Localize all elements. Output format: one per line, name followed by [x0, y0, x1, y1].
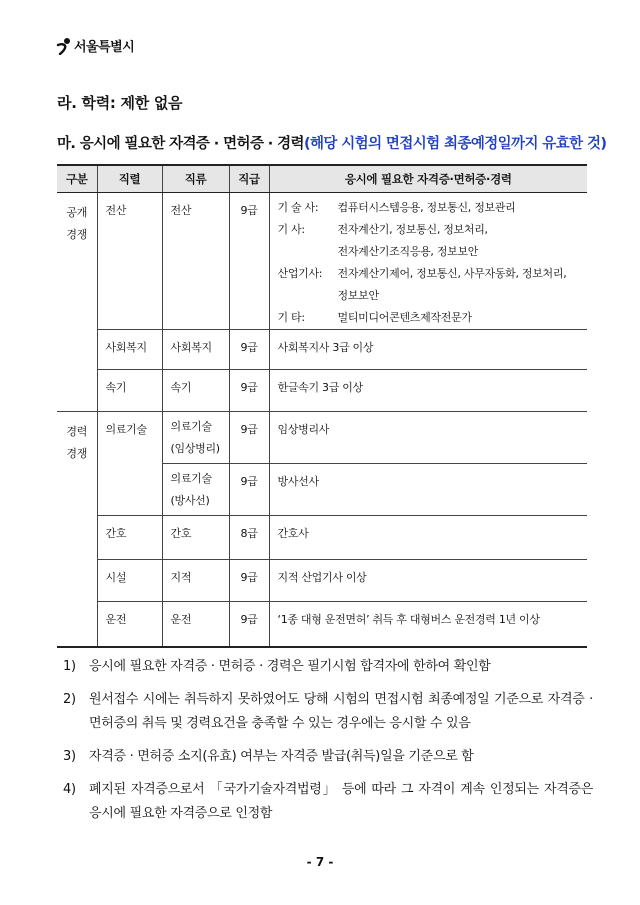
note-item: 3) 자격증 · 면허증 소지(유효) 여부는 자격증 발급(취득)일을 기준으로 함	[63, 749, 474, 764]
cert-line: 정보보안	[337, 289, 379, 302]
cell-grade: 9급	[229, 412, 269, 464]
cell-class: 의료기술 (임상병리)	[162, 412, 229, 464]
th-category: 구분	[57, 165, 97, 193]
cell-grade: 9급	[229, 602, 269, 647]
th-series: 직렬	[97, 165, 162, 193]
requirements-table	[57, 164, 587, 648]
page-number: - 7 -	[306, 855, 334, 869]
cell-series: 시설	[97, 560, 162, 602]
cell-requirement: 사회복지사 3급 이상	[269, 330, 587, 370]
notes-list	[63, 655, 593, 835]
section-ma-note: (해당 시험의 면접시험 최종예정일까지 유효한 것)	[303, 136, 607, 152]
cell-requirement: 간호사	[269, 516, 587, 560]
cell-requirement: 지적 산업기사 이상	[269, 560, 587, 602]
cell-series: 전산	[97, 193, 162, 330]
note-item: 4) 폐지된 자격증으로서 「국가기술자격법령」 등에 따라 그 자격이 계속 인정되는 자격증은 응시에 필요한 자격증으로 인정함	[63, 782, 593, 821]
th-class: 직류	[162, 165, 229, 193]
cell-requirement: 방사선사	[269, 464, 587, 516]
table-row	[57, 330, 587, 370]
table-row	[57, 412, 587, 464]
logo-text: 서울특별시	[74, 40, 135, 55]
table-row	[57, 602, 587, 647]
seoul-emblem-icon	[56, 37, 72, 55]
th-grade: 직급	[229, 165, 269, 193]
table-row	[57, 516, 587, 560]
cert-line: 기 사: 전자계산기, 정보통신, 정보처리,	[277, 223, 488, 236]
cell-grade: 9급	[229, 560, 269, 602]
cell-series: 의료기술	[97, 412, 162, 516]
cell-class: 속기	[162, 370, 229, 412]
cell-series: 사회복지	[97, 330, 162, 370]
table-row	[57, 560, 587, 602]
seoul-logo	[56, 36, 134, 55]
table-row	[57, 193, 587, 330]
cell-class: 사회복지	[162, 330, 229, 370]
group-public: 공개 경쟁	[57, 193, 97, 412]
cell-grade: 9급	[229, 370, 269, 412]
cert-line: 전자계산기조직응용, 정보보안	[337, 245, 479, 258]
th-requirement: 응시에 필요한 자격증·면허증·경력	[269, 165, 587, 193]
cell-grade: 9급	[229, 464, 269, 516]
group-career: 경력 경쟁	[57, 412, 97, 647]
cell-series: 간호	[97, 516, 162, 560]
cell-class: 전산	[162, 193, 229, 330]
cert-line: 산업기사: 전자계산기제어, 정보통신, 사무자동화, 정보처리,	[277, 267, 567, 280]
note-item: 2) 원서접수 시에는 취득하지 못하였어도 당해 시험의 면접시험 최종예정일 기준으로 자격증 · 면허증의 취득 및 경력요건을 충족할 수 있는 경우에는 응시할 수 있음	[63, 692, 593, 731]
cell-class: 간호	[162, 516, 229, 560]
cell-requirement: 임상병리사	[269, 412, 587, 464]
cell-requirement: 한글속기 3급 이상	[269, 370, 587, 412]
cert-line: 기 술 사: 컴퓨터시스템응용, 정보통신, 정보관리	[277, 201, 516, 214]
cell-class: 지적	[162, 560, 229, 602]
cert-line: 기 타: 멀티미디어콘텐츠제작전문가	[277, 311, 472, 324]
cell-requirement	[269, 193, 587, 330]
table-header-row	[57, 165, 587, 193]
cell-grade: 9급	[229, 330, 269, 370]
section-ma-title: 마. 응시에 필요한 자격증 · 면허증 · 경력	[57, 136, 304, 152]
cell-grade: 9급	[229, 193, 269, 330]
cell-class: 운전	[162, 602, 229, 647]
table-row	[57, 370, 587, 412]
cell-class: 의료기술 (방사선)	[162, 464, 229, 516]
section-ma-heading	[57, 132, 606, 153]
note-item: 1) 응시에 필요한 자격증 · 면허증 · 경력은 필기시험 합격자에 한하여 확인함	[63, 659, 491, 674]
cell-requirement: ‘1종 대형 운전면허’ 취득 후 대형버스 운전경력 1년 이상	[269, 602, 587, 647]
section-ra-title: 라. 학력: 제한 없음	[57, 94, 183, 112]
cell-series: 속기	[97, 370, 162, 412]
cell-series: 운전	[97, 602, 162, 647]
cell-grade: 8급	[229, 516, 269, 560]
